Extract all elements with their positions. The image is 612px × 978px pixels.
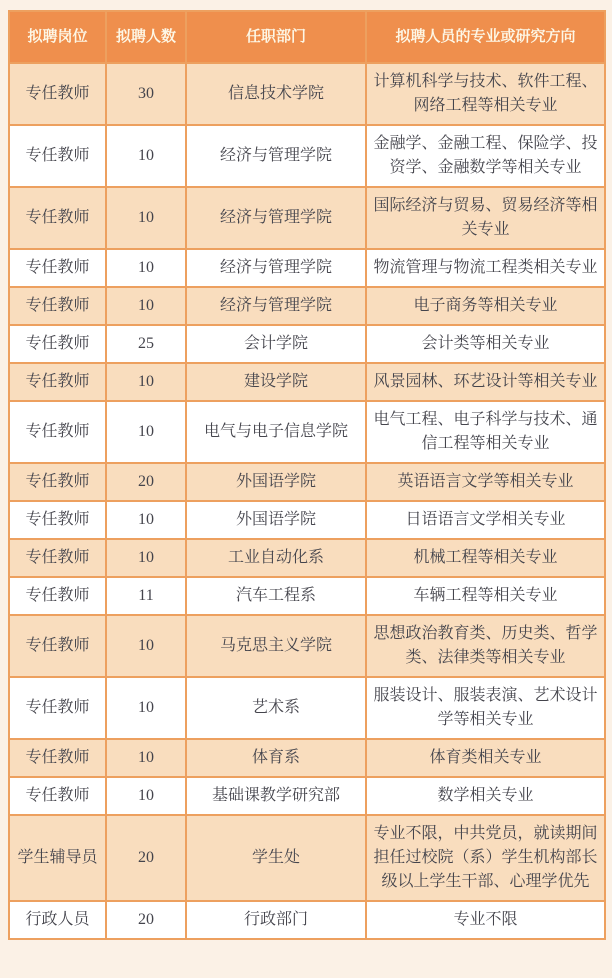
- department-cell: 基础课教学研究部: [186, 777, 366, 815]
- major-cell: 专业不限: [366, 901, 605, 939]
- department-cell: 经济与管理学院: [186, 187, 366, 249]
- department-cell: 外国语学院: [186, 501, 366, 539]
- recruitment-table: [8, 10, 606, 940]
- headcount-cell: 10: [106, 501, 186, 539]
- department-cell: 体育系: [186, 739, 366, 777]
- department-cell: 外国语学院: [186, 463, 366, 501]
- major-cell: 车辆工程等相关专业: [366, 577, 605, 615]
- headcount-cell: 10: [106, 615, 186, 677]
- position-cell: 专任教师: [9, 463, 106, 501]
- position-cell: 专任教师: [9, 325, 106, 363]
- major-cell: 风景园林、环艺设计等相关专业: [366, 363, 605, 401]
- table-row: [9, 401, 605, 463]
- table-row: [9, 125, 605, 187]
- headcount-cell: 10: [106, 287, 186, 325]
- major-cell: 金融学、金融工程、保险学、投资学、金融数学等相关专业: [366, 125, 605, 187]
- table-row: [9, 815, 605, 901]
- department-cell: 学生处: [186, 815, 366, 901]
- department-cell: 经济与管理学院: [186, 249, 366, 287]
- position-cell: 专任教师: [9, 615, 106, 677]
- position-cell: 专任教师: [9, 363, 106, 401]
- position-cell: 专任教师: [9, 125, 106, 187]
- headcount-cell: 10: [106, 187, 186, 249]
- major-cell: 体育类相关专业: [366, 739, 605, 777]
- major-cell: 思想政治教育类、历史类、哲学类、法律类等相关专业: [366, 615, 605, 677]
- position-cell: 行政人员: [9, 901, 106, 939]
- position-cell: 专任教师: [9, 401, 106, 463]
- position-cell: 专任教师: [9, 63, 106, 125]
- table-row: [9, 901, 605, 939]
- major-cell: 国际经济与贸易、贸易经济等相关专业: [366, 187, 605, 249]
- headcount-cell: 25: [106, 325, 186, 363]
- headcount-cell: 10: [106, 677, 186, 739]
- major-cell: 机械工程等相关专业: [366, 539, 605, 577]
- table-row: [9, 677, 605, 739]
- table-row: [9, 325, 605, 363]
- position-cell: 专任教师: [9, 539, 106, 577]
- department-cell: 经济与管理学院: [186, 125, 366, 187]
- department-cell: 信息技术学院: [186, 63, 366, 125]
- position-cell: 专任教师: [9, 187, 106, 249]
- table-row: [9, 777, 605, 815]
- department-cell: 工业自动化系: [186, 539, 366, 577]
- major-cell: 电子商务等相关专业: [366, 287, 605, 325]
- headcount-cell: 20: [106, 463, 186, 501]
- header-department: 任职部门: [186, 11, 366, 63]
- table-row: [9, 287, 605, 325]
- header-headcount: 拟聘人数: [106, 11, 186, 63]
- headcount-cell: 10: [106, 125, 186, 187]
- position-cell: 专任教师: [9, 739, 106, 777]
- table-row: [9, 539, 605, 577]
- major-cell: 数学相关专业: [366, 777, 605, 815]
- headcount-cell: 10: [106, 363, 186, 401]
- major-cell: 专业不限，中共党员，就读期间担任过校院（系）学生机构部长级以上学生干部、心理学优先: [366, 815, 605, 901]
- position-cell: 专任教师: [9, 777, 106, 815]
- position-cell: 专任教师: [9, 501, 106, 539]
- header-position: 拟聘岗位: [9, 11, 106, 63]
- table-row: [9, 187, 605, 249]
- major-cell: 服装设计、服装表演、艺术设计学等相关专业: [366, 677, 605, 739]
- department-cell: 电气与电子信息学院: [186, 401, 366, 463]
- department-cell: 建设学院: [186, 363, 366, 401]
- position-cell: 专任教师: [9, 249, 106, 287]
- table-row: [9, 363, 605, 401]
- headcount-cell: 10: [106, 539, 186, 577]
- major-cell: 日语语言文学相关专业: [366, 501, 605, 539]
- major-cell: 英语语言文学等相关专业: [366, 463, 605, 501]
- headcount-cell: 10: [106, 249, 186, 287]
- department-cell: 行政部门: [186, 901, 366, 939]
- department-cell: 汽车工程系: [186, 577, 366, 615]
- position-cell: 专任教师: [9, 677, 106, 739]
- table-row: [9, 249, 605, 287]
- position-cell: 专任教师: [9, 577, 106, 615]
- department-cell: 会计学院: [186, 325, 366, 363]
- major-cell: 电气工程、电子科学与技术、通信工程等相关专业: [366, 401, 605, 463]
- headcount-cell: 10: [106, 401, 186, 463]
- major-cell: 物流管理与物流工程类相关专业: [366, 249, 605, 287]
- table-row: [9, 739, 605, 777]
- headcount-cell: 20: [106, 901, 186, 939]
- position-cell: 学生辅导员: [9, 815, 106, 901]
- headcount-cell: 20: [106, 815, 186, 901]
- department-cell: 经济与管理学院: [186, 287, 366, 325]
- table-row: [9, 615, 605, 677]
- table-row: [9, 463, 605, 501]
- headcount-cell: 30: [106, 63, 186, 125]
- headcount-cell: 11: [106, 577, 186, 615]
- major-cell: 计算机科学与技术、软件工程、网络工程等相关专业: [366, 63, 605, 125]
- table-body: [9, 63, 605, 939]
- header-major: 拟聘人员的专业或研究方向: [366, 11, 605, 63]
- major-cell: 会计类等相关专业: [366, 325, 605, 363]
- department-cell: 艺术系: [186, 677, 366, 739]
- table-row: [9, 577, 605, 615]
- position-cell: 专任教师: [9, 287, 106, 325]
- table-row: [9, 501, 605, 539]
- department-cell: 马克思主义学院: [186, 615, 366, 677]
- headcount-cell: 10: [106, 739, 186, 777]
- table-row: [9, 63, 605, 125]
- header-row: [9, 11, 605, 63]
- headcount-cell: 10: [106, 777, 186, 815]
